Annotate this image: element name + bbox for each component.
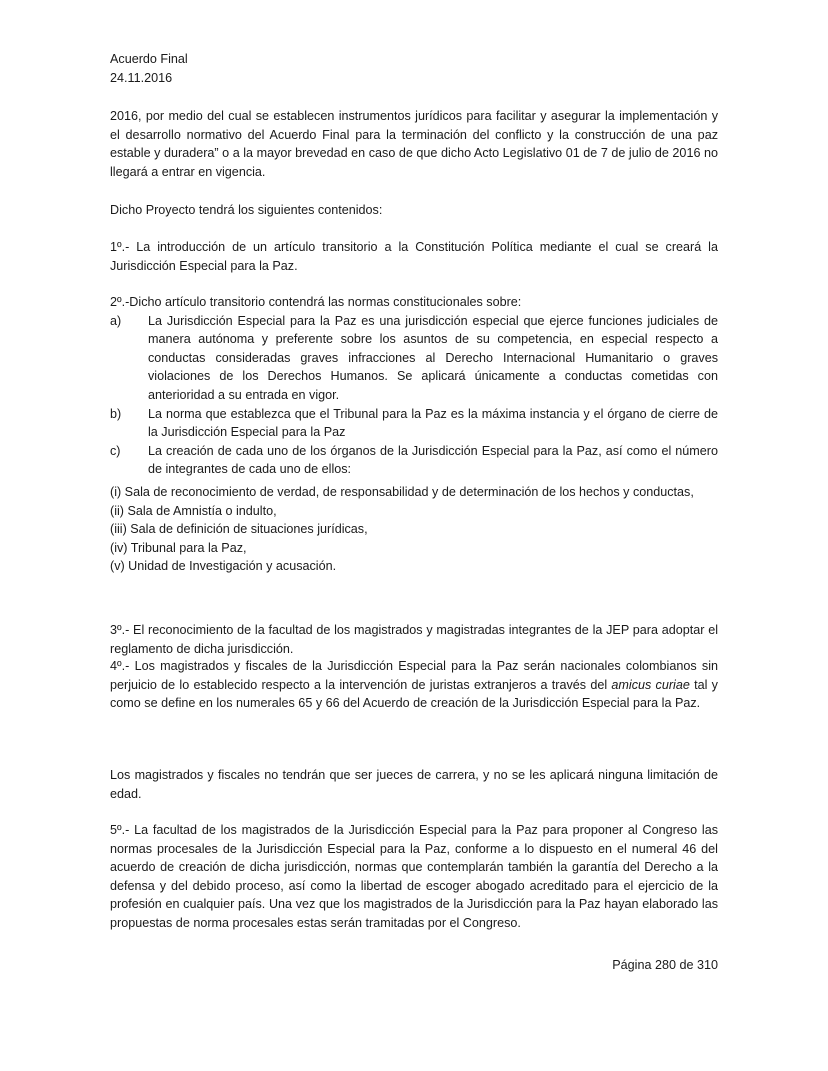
page-number: Página 280 de 310 — [612, 958, 718, 972]
contents-paragraph: Dicho Proyecto tendrá los siguientes contenidos: — [110, 203, 383, 217]
item-2-paragraph: 2º.-Dicho artículo transitorio contendrá las normas constitucionales sobre: — [110, 295, 522, 309]
running-header — [110, 50, 718, 87]
list-item — [108, 442, 718, 479]
organ-item: (v) Unidad de Investigación y acusación. — [110, 559, 337, 574]
list-marker: b) — [110, 406, 122, 421]
item-4-paragraph — [110, 657, 718, 713]
item-4-text: 4º.- Los magistrados y fiscales de la Jurisdicción Especial para la Paz serán nacionales colombianos sin perjuicio de lo establecido respecto a la intervención de juristas extranjeros a través del — [110, 659, 718, 692]
list-marker: a) — [110, 313, 122, 328]
header-title: Acuerdo Final — [110, 52, 188, 66]
header-date: 24.11.2016 — [110, 70, 173, 85]
item-4-text-end: tal y como se define en los numerales 65 y 66 del Acuerdo de creación de la Jurisdicción Especial para la Paz. — [110, 677, 718, 711]
list-item-text: La norma que establezca que el Tribunal para la Paz es la máxima instancia y el órgano de cierre de la Jurisdicción Especial para la Paz — [148, 406, 718, 440]
list-item — [108, 312, 718, 405]
intro-paragraph: 2016, por medio del cual se establecen instrumentos jurídicos para facilitar y asegurar la implementación y el desarrollo normativo del Acuerdo Final para la terminación del conflicto y la construcción de una paz estable y duradera” o a la mayor brevedad en caso de que dicho Acto Legislativo 01 de 7 de julio de 2016 no llegará a entrar en vigencia. — [110, 109, 718, 179]
organs-list — [110, 483, 718, 576]
item-1-paragraph: 1º.- La introducción de un artículo transitorio a la Constitución Política mediante el cual se creará la Jurisdicción Especial para la Paz. — [110, 240, 718, 273]
list-marker: c) — [110, 443, 121, 458]
item-3-paragraph: 3º.- El reconocimiento de la facultad de los magistrados y magistradas integrantes de la JEP para adoptar el reglamento de dicha jurisdicción. — [110, 623, 718, 656]
item-5-paragraph: 5º.- La facultad de los magistrados de la Jurisdicción Especial para la Paz para proponer al Congreso las normas procesales de la Jurisdicción Especial para la Paz, conforme a lo dispuesto en el numeral 46 del acuerdo de creación de dicha jurisdicción, normas que contemplarán también la garantía del Derecho a la defensa y del debido proceso, así como la libertad de escoger abogado acreditado para el ejercicio de la profesión en cualquier país. Una vez que los magistrados de la Jurisdicción para la Paz hayan elaborado las propuestas de norma procesales estas serán tramitadas por el Congreso. — [110, 823, 718, 930]
judges-paragraph: Los magistrados y fiscales no tendrán que ser jueces de carrera, y no se les aplicará ninguna limitación de edad. — [110, 768, 718, 801]
item-4-italic-term: amicus curiae — [611, 677, 690, 692]
item-2-section — [110, 293, 718, 479]
organ-item: (iii) Sala de definición de situaciones jurídicas, — [110, 522, 368, 537]
organ-item: (i) Sala de reconocimiento de verdad, de responsabilidad y de determinación de los hechos y conductas, — [110, 485, 694, 499]
list-item-text: La creación de cada uno de los órganos de la Jurisdicción Especial para la Paz, así como el número de integrantes de cada uno de ellos: — [148, 443, 718, 477]
organ-item: (iv) Tribunal para la Paz, — [110, 540, 247, 555]
organ-item: (ii) Sala de Amnistía o indulto, — [110, 503, 277, 518]
list-item — [108, 405, 718, 442]
list-item-text: La Jurisdicción Especial para la Paz es una jurisdicción especial que ejerce funciones judiciales de manera autónoma y preferente sobre los asuntos de su competencia, en especial respecto a conductas consideradas graves infracciones al Derecho Internacional Humanitario o graves violaciones de los Derechos Humanos. Se aplicará únicamente a conductas cometidas con anterioridad a su entrada en vigor. — [148, 313, 718, 402]
